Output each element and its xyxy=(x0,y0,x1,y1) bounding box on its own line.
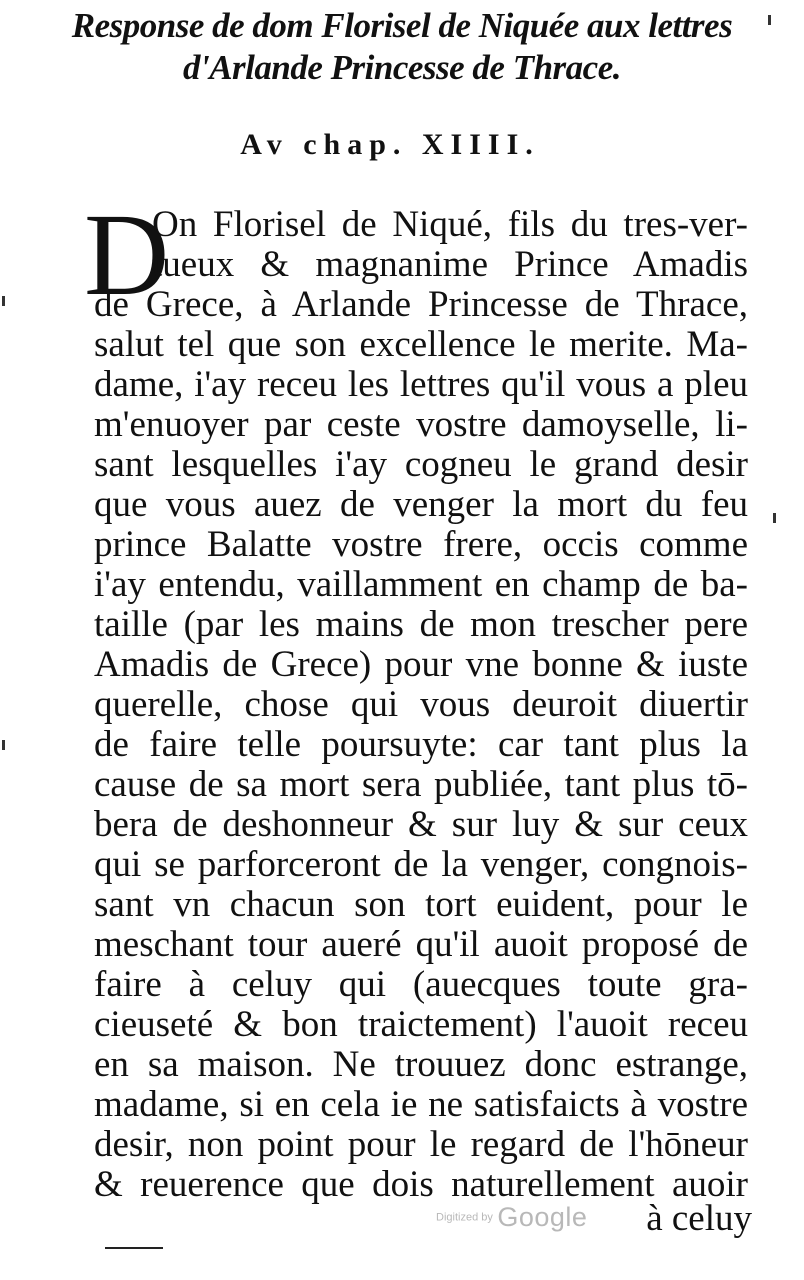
body-line: que vous auez de venger la mort du feu xyxy=(94,485,748,525)
edge-mark xyxy=(2,296,5,306)
drop-cap: D xyxy=(84,189,170,320)
body-line: tueux & magnanime Prince Amadis xyxy=(152,245,748,285)
watermark-logo-text: Google xyxy=(497,1202,588,1232)
body-line: bera de deshonneur & sur luy & sur ceux xyxy=(94,805,748,845)
body-line: en sa maison. Ne trouuez donc estrange, xyxy=(94,1045,748,1085)
body-line: de faire telle poursuyte: car tant plus la xyxy=(94,725,748,765)
catchword: à celuy xyxy=(646,1198,752,1239)
body-line: On Florisel de Niqué, fils du tres-ver- xyxy=(152,205,748,245)
body-line: cause de sa mort sera publiée, tant plus tō- xyxy=(94,765,748,805)
body-line: Amadis de Grece) pour vne bonne & iuste xyxy=(94,645,748,685)
edge-mark xyxy=(773,513,776,523)
body-line: sant lesquelles i'ay cogneu le grand desir xyxy=(94,445,748,485)
body-line: dame, i'ay receu les lettres qu'il vous a pleu xyxy=(94,365,748,405)
body-line: prince Balatte vostre frere, occis comme xyxy=(94,525,748,565)
body-line: qui se parforceront de la venger, congnois- xyxy=(94,845,748,885)
watermark-small-text: Digitized by xyxy=(436,1211,493,1224)
body-line: cieuseté & bon traictement) l'auoit receu xyxy=(94,1005,748,1045)
heading-line-1: Response de dom Florisel de Niquée aux lettres xyxy=(71,6,733,45)
body-line: m'enuoyer par ceste vostre damoyselle, li- xyxy=(94,405,748,445)
body-line: i'ay entendu, vaillamment en champ de ba- xyxy=(94,565,748,605)
body-line: salut tel que son excellence le merite. Ma- xyxy=(94,325,748,365)
body-line: querelle, chose qui vous deuroit diuertir xyxy=(94,685,748,725)
body-line: faire à celuy qui (auecques toute gra- xyxy=(94,965,748,1005)
body-line: desir, non point pour le regard de l'hōneur xyxy=(94,1125,748,1165)
body-line: madame, si en cela ie ne satisfaicts à vostre xyxy=(94,1085,748,1125)
digitized-by-google-watermark xyxy=(436,1202,587,1233)
chapter-heading: Av chap. XIIII. xyxy=(240,128,540,161)
footer-rule xyxy=(105,1247,163,1249)
body-line: & reuerence que dois naturellement auoir xyxy=(94,1165,748,1205)
body-line: taille (par les mains de mon trescher pere xyxy=(94,605,748,645)
edge-mark xyxy=(2,740,5,750)
body-line: meschant tour aueré qu'il auoit proposé de xyxy=(94,925,748,965)
edge-mark xyxy=(768,15,771,25)
body-line: sant vn chacun son tort euident, pour le xyxy=(94,885,748,925)
body-line: de Grece, à Arlande Princesse de Thrace, xyxy=(94,285,748,325)
heading-line-2: d'Arlande Princesse de Thrace. xyxy=(182,48,622,87)
